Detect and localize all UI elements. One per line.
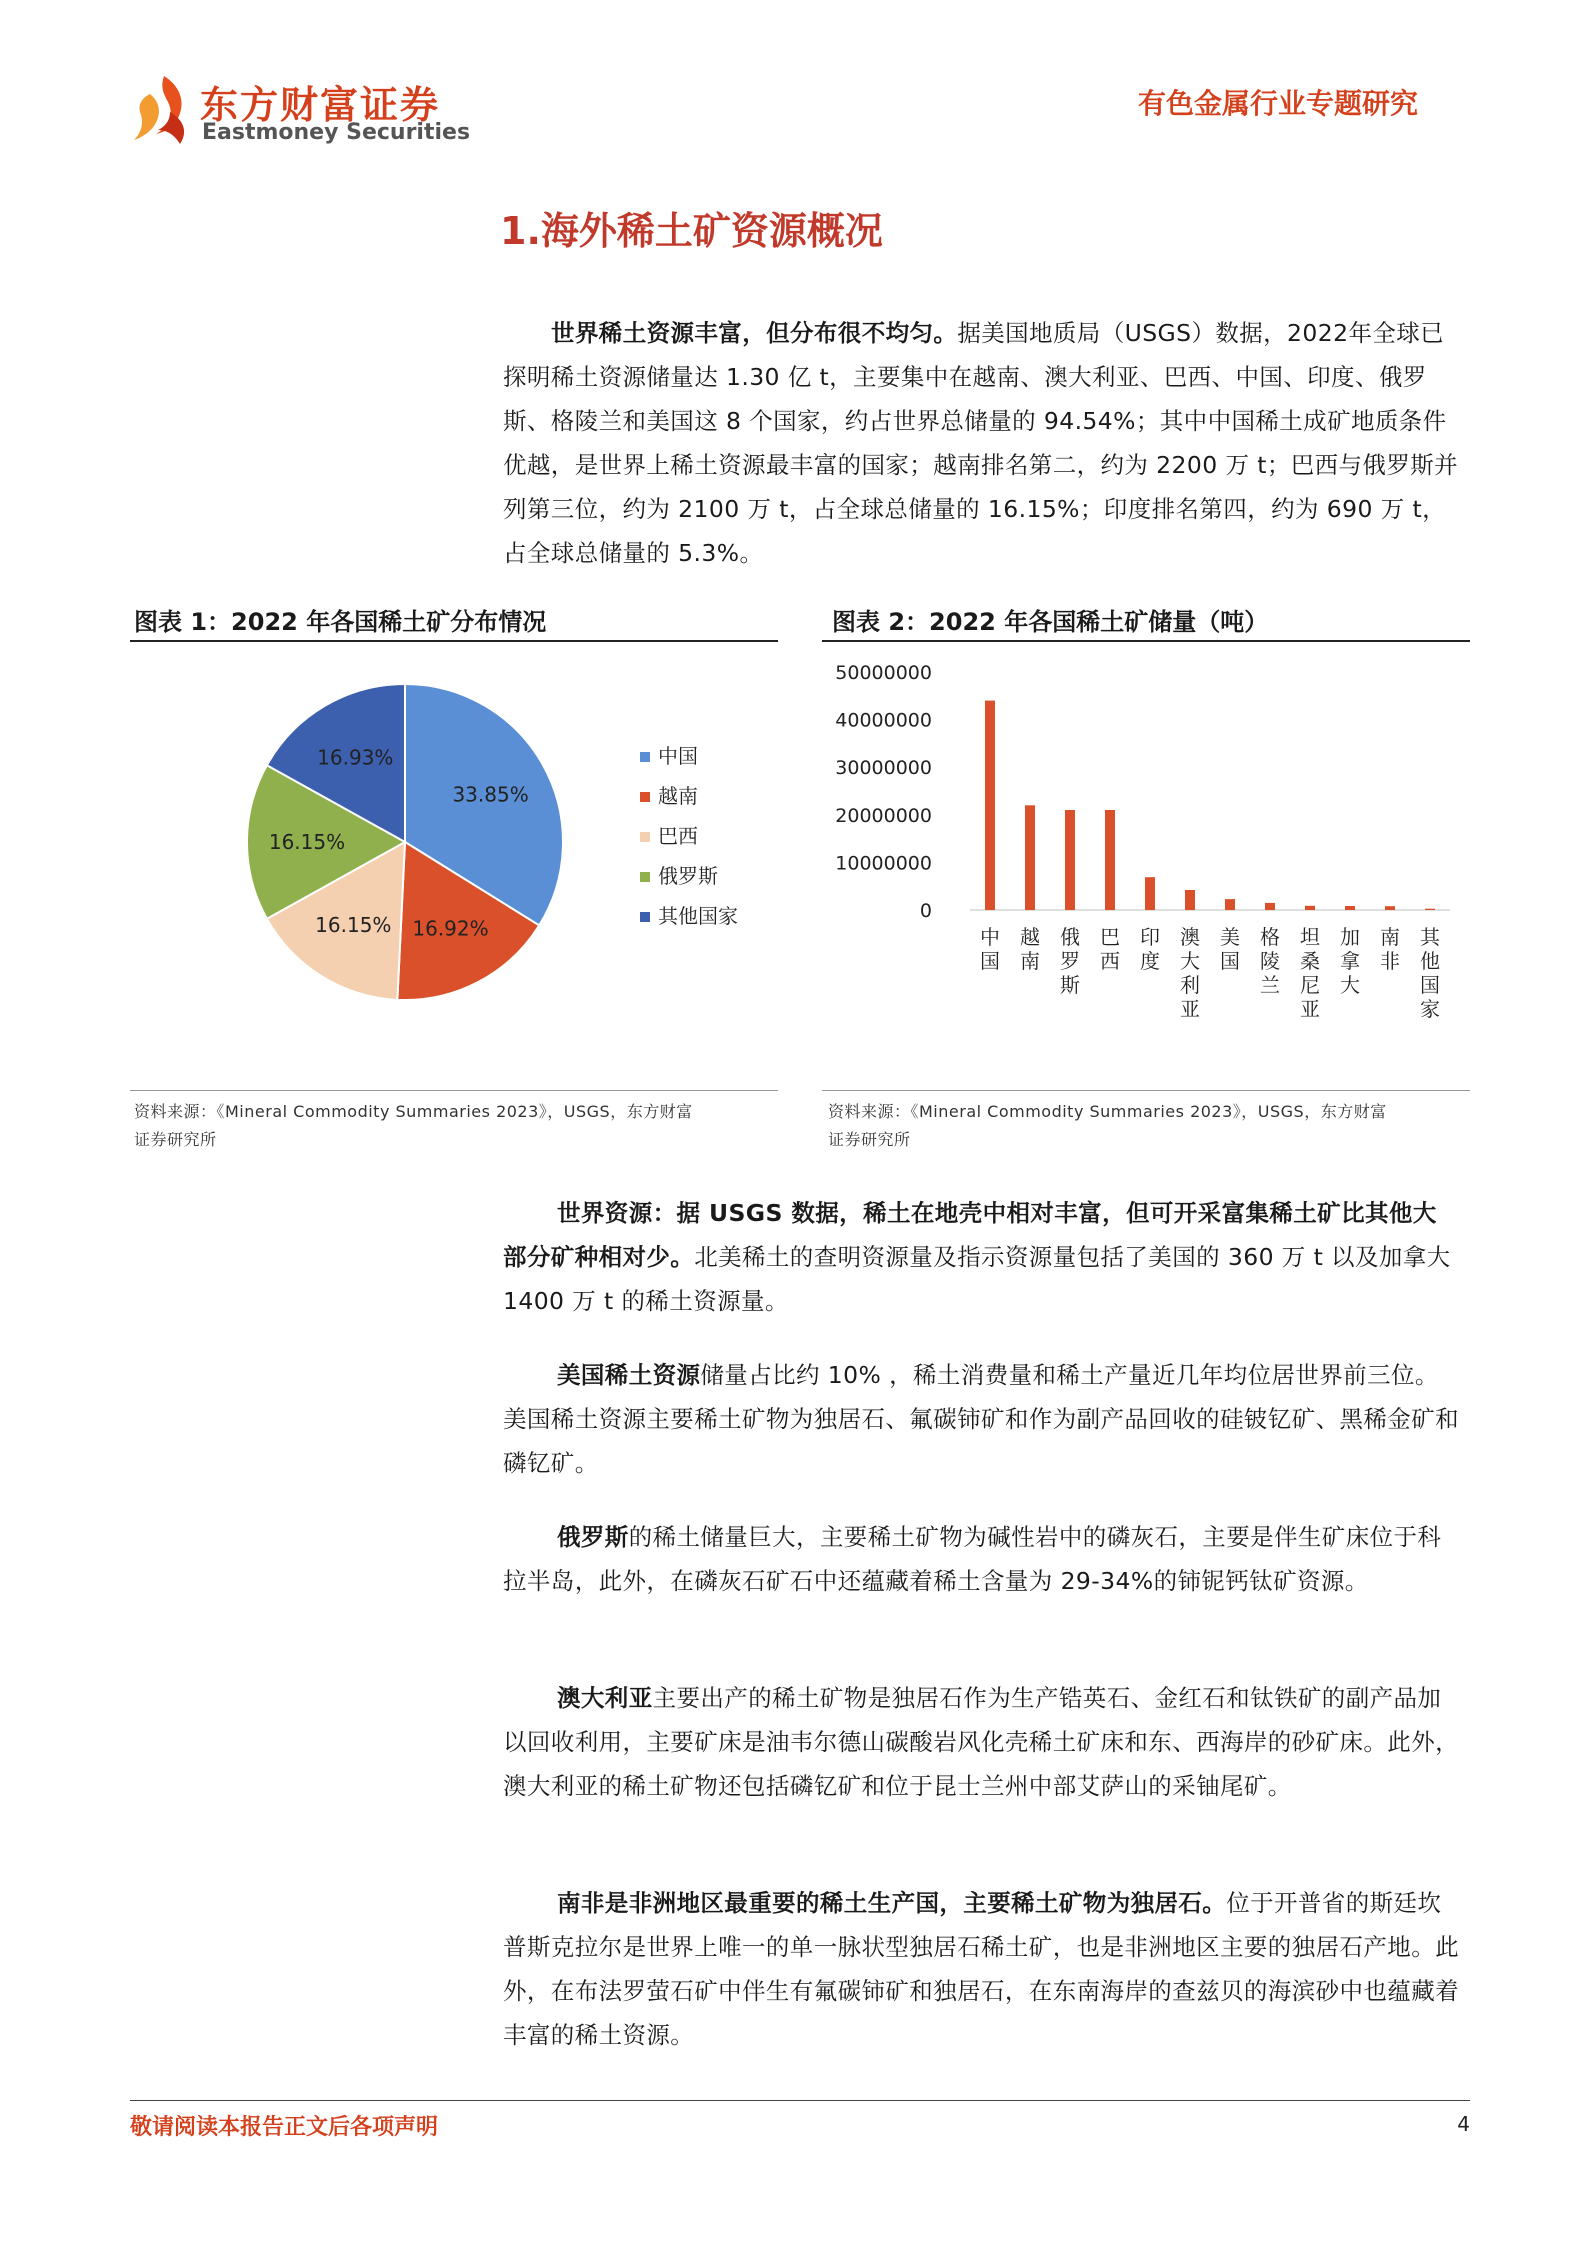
pie-data-label: 16.92% — [412, 916, 489, 941]
paragraph-body: 位于开普省的斯廷坎普斯克拉尔是世界上唯一的单一脉状型独居石稀土矿，也是非洲地区主要的独居石产地。此外，在布法罗萤石矿中伴生有氟碳铈矿和独居石，在东南海岸的查兹贝的海滨砂中也蕴藏着丰富的稀土资源。 — [503, 1889, 1459, 2049]
figure1-source-line1: 资料来源：《Mineral Commodity Summaries 2023》，USGS，东方财富 — [134, 1102, 693, 1121]
bar-8 — [1305, 906, 1315, 910]
disclaimer-notice[interactable]: 敬请阅读本报告正文后各项声明 — [130, 2115, 439, 2140]
paragraph-lead: 世界稀土资源丰富，但分布很不均匀。 — [551, 319, 958, 347]
figure2-bottom-rule — [822, 1090, 1470, 1091]
legend-swatch — [640, 792, 650, 802]
report-type: 有色金属行业专题研究 — [1137, 87, 1418, 120]
legend-label: 中国 — [658, 744, 698, 768]
paragraph-usgs — [503, 1191, 1460, 1323]
y-tick-label: 40000000 — [835, 709, 932, 732]
bar-2 — [1065, 810, 1075, 910]
paragraph-world-resources — [503, 311, 1460, 575]
x-tick-label: 其他国家 — [1420, 925, 1440, 1021]
paragraph-south-africa — [503, 1881, 1460, 2057]
x-tick-label: 美国 — [1220, 925, 1240, 973]
legend-swatch — [640, 912, 650, 922]
legend-label: 其他国家 — [658, 904, 738, 928]
x-tick-label: 澳大利亚 — [1180, 925, 1200, 1021]
figure2-top-rule — [822, 640, 1470, 642]
legend-swatch — [640, 752, 650, 762]
logo-chinese-name: 东方财富证券 — [200, 83, 441, 127]
bar-chart — [820, 650, 1480, 1080]
pie-data-label: 16.15% — [315, 913, 392, 938]
footer-rule — [130, 2100, 1470, 2101]
paragraph-usa — [503, 1353, 1460, 1485]
x-tick-label: 越南 — [1020, 925, 1040, 973]
legend-label: 俄罗斯 — [658, 864, 718, 888]
bar-11 — [1425, 909, 1435, 910]
company-logo — [130, 68, 470, 158]
bar-0 — [985, 701, 995, 910]
y-tick-label: 0 — [919, 900, 932, 922]
pie-data-label: 16.15% — [268, 830, 346, 854]
legend-label: 越南 — [658, 784, 698, 808]
paragraph-australia — [503, 1676, 1460, 1808]
paragraph-body: 主要出产的稀土矿物是独居石作为生产锆英石、金红石和钛铁矿的副产品加以回收利用，主要矿床是油韦尔德山碳酸岩风化壳稀土矿床和东、西海岸的砂矿床。此外，澳大利亚的稀土矿物还包括磷钇矿和位于昆士兰州中部艾萨山的采铀尾矿。 — [503, 1684, 1459, 1800]
paragraph-body: 据美国地质局（USGS）数据，2022年全球已探明稀土资源储量达 1.30 亿 t，主要集中在越南、澳大利亚、巴西、中国、印度、俄罗斯、格陵兰和美国这 8 个国家，约占世界总储量的 94.54%；其中中国稀土成矿地质条件优越，是世界上稀土资源最丰富的国家；越南排名第二，约为 2200 万 t；巴西与俄罗斯并列第三位，约为 2100 万 t，占全球总储量的 16.15%；印度排名第四，约为 690 万 t，占全球总储量的 5.3%。 — [503, 319, 1459, 567]
x-tick-label: 中国 — [980, 925, 1000, 973]
y-tick-label: 30000000 — [835, 757, 932, 780]
figure2-source-line1: 资料来源：《Mineral Commodity Summaries 2023》，USGS，东方财富 — [828, 1102, 1387, 1121]
paragraph-lead: 世界资源：据 USGS 数据，稀土在地壳中相对丰富，但可开采富集稀土矿比其他大部分矿种相对少。 — [503, 1199, 1437, 1271]
figure1-bottom-rule — [130, 1090, 778, 1091]
bar-5 — [1185, 890, 1195, 910]
paragraph-lead: 美国稀土资源 — [557, 1361, 701, 1389]
bar-3 — [1105, 810, 1115, 910]
x-tick-label: 格陵兰 — [1260, 925, 1280, 997]
legend-swatch — [640, 832, 650, 842]
figure1-top-rule — [130, 640, 778, 642]
bar-7 — [1265, 903, 1275, 910]
paragraph-russia — [503, 1515, 1460, 1603]
x-tick-label: 印度 — [1140, 925, 1160, 973]
bar-10 — [1385, 906, 1395, 910]
bar-1 — [1025, 805, 1035, 910]
figure1-title: 图表 1：2022 年各国稀土矿分布情况 — [134, 608, 547, 636]
pie-data-label: 33.85% — [452, 782, 529, 807]
paragraph-lead: 南非是非洲地区最重要的稀土生产国，主要稀土矿物为独居石。 — [557, 1889, 1227, 1917]
bar-4 — [1145, 877, 1155, 910]
x-tick-label: 坦桑尼亚 — [1300, 925, 1320, 1021]
paragraph-lead: 俄罗斯 — [557, 1523, 629, 1551]
legend-label: 巴西 — [658, 824, 698, 848]
logo-english-name: Eastmoney Securities — [202, 120, 471, 145]
figure2-source — [828, 1098, 1387, 1154]
paragraph-body: 北美稀土的查明资源量及指示资源量包括了美国的 360 万 t 以及加拿大 1400 万 t 的稀土资源量。 — [503, 1243, 1451, 1315]
y-tick-label: 20000000 — [835, 804, 932, 827]
pie-chart — [130, 650, 810, 1070]
x-tick-label: 南非 — [1380, 925, 1400, 973]
logo-flame-icon — [130, 72, 196, 148]
x-tick-label: 巴西 — [1100, 925, 1120, 973]
figure2-title: 图表 2：2022 年各国稀土矿储量（吨） — [832, 608, 1269, 636]
pie-data-label: 16.93% — [317, 745, 394, 770]
figure1-source — [134, 1098, 693, 1154]
x-tick-label: 加拿大 — [1340, 925, 1360, 997]
figure2-source-line2: 证券研究所 — [828, 1130, 911, 1149]
section-title: 1.海外稀土矿资源概况 — [500, 209, 883, 253]
bar-9 — [1345, 906, 1355, 910]
paragraph-lead: 澳大利亚 — [557, 1684, 653, 1712]
y-tick-label: 10000000 — [835, 852, 932, 875]
page-number: 4 — [1457, 2112, 1470, 2136]
legend-swatch — [640, 872, 650, 882]
bar-6 — [1225, 899, 1235, 910]
x-tick-label: 俄罗斯 — [1060, 925, 1080, 997]
paragraph-body: 储量占比约 10% ，稀土消费量和稀土产量近几年均位居世界前三位。美国稀土资源主要稀土矿物为独居石、氟碳铈矿和作为副产品回收的硅铍钇矿、黑稀金矿和磷钇矿。 — [503, 1361, 1459, 1477]
figure1-source-line2: 证券研究所 — [134, 1130, 217, 1149]
paragraph-body: 的稀土储量巨大，主要稀土矿物为碱性岩中的磷灰石，主要是伴生矿床位于科拉半岛，此外，在磷灰石矿石中还蕴藏着稀土含量为 29-34%的铈铌钙钛矿资源。 — [503, 1523, 1442, 1595]
y-tick-label: 50000000 — [835, 662, 932, 684]
